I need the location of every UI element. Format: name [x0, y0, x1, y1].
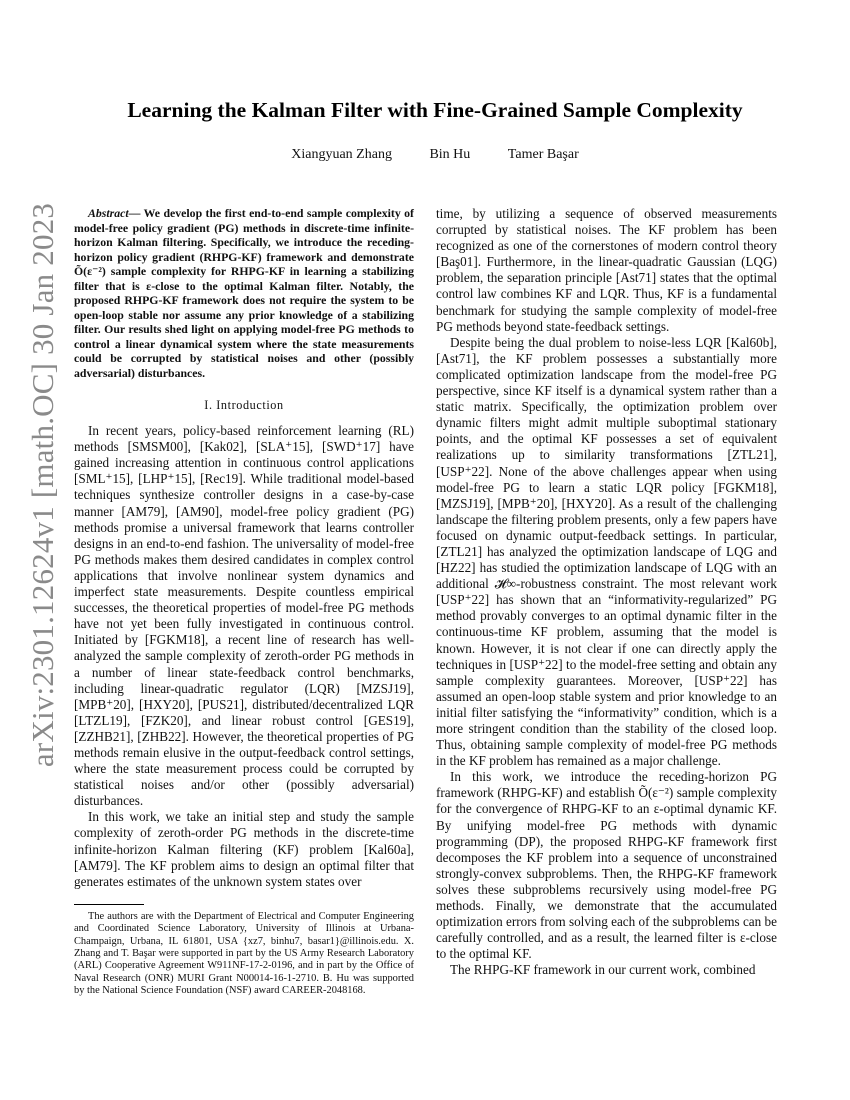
abstract-label: Abstract [88, 206, 129, 220]
abstract-text: We develop the first end-to-end sample complexity of model-free policy gradient (PG) methods in discrete-time infinite-horizon Kalman filtering. Specifically, we introduce the receding-horizon policy gradient (RHPG-KF) framework and demonstrate Õ(ε⁻²) sample complexity for RHPG-KF in learning a stabilizing filter that is ε-close to the optimal Kalman filter. Notably, the proposed RHPG-KF framework does not require the system to be open-loop stable nor assume any prior knowledge of a stabilizing filter. Our results shed light on applying model-free PG methods to control a linear dynamical system where the state measurements could be corrupted by statistical noises and other (possibly adversarial) disturbances. [74, 206, 414, 380]
paper-title: Learning the Kalman Filter with Fine-Grained Sample Complexity [127, 98, 743, 122]
abstract-dash: — [128, 206, 144, 220]
paragraph: In this work, we introduce the receding-horizon PG framework (RHPG-KF) and establish Õ(ε⁻²) sample complexity for the convergence of RHPG-KF to an ε-optimal dynamic KF. By unifying model-free PG methods with dynamic programming (DP), the proposed RHPG-KF framework first decomposes the KF problem into a sequence of unconstrained strongly-convex subproblems. Then, the RHPG-KF framework solves these subproblems recursively using model-free PG methods. Finally, we demonstrate that the accumulated optimization errors from solving each of the subproblems can be carefully controlled, and as a result, the learned filter is ε-close to the optimal KF. [436, 769, 777, 962]
paragraph: Despite being the dual problem to noise-less LQR [Kal60b], [Ast71], the KF problem possesses a substantially more complicated optimization landscape from the model-free PG perspective, since KF itself is a dynamical system rather than a static matrix. Specifically, the optimization problem over dynamic filters might admit multiple suboptimal stationary points, and the optimal KF possesses a set of equivalent realizations up to similarity transformations [ZTL21], [USP⁺22]. None of the above challenges appear when using model-free PG to learn a static LQR policy [FGKM18], [MZSJ19], [MPB⁺20], [HXY20]. As a result of the challenging landscape the filtering problem presents, only a few papers have focused on dynamic output-feedback settings. In particular, [ZTL21] has analyzed the optimization landscape of LQG and [HZ22] has studied the optimization landscape of LQG with an additional 𝓗∞-robustness constraint. The most relevant work [USP⁺22] has shown that an “informativity-regularized” PG method provably converges to an optimal dynamic filter in the continuous-time KF problem, assuming that the model is known. However, it is not clear if one can directly apply the techniques in [USP⁺22] to the model-free setting and obtain any sample complexity guarantees. Moreover, [USP⁺22] has assumed an open-loop stable system and prior knowledge to an initial filter satisfying the “informativity” condition, which is a more stringent condition than the stability of the closed loop. Thus, obtaining sample complexity of model-free PG methods in the KF problem has remained as a major challenge. [436, 334, 777, 769]
arxiv-identifier: arXiv:2301.12624v1 [math.OC] 30 Jan 2023 [25, 202, 60, 768]
author-name: Bin Hu [429, 147, 471, 162]
right-column [436, 206, 777, 979]
paragraph: The RHPG-KF framework in our current work, combined [450, 962, 756, 978]
paragraph: In recent years, policy-based reinforcement learning (RL) methods [SMSM00], [Kak02], [SLA⁺15], [SWD⁺17] have gained increasing attention in continuous control applications [SML⁺15], [LHP⁺15], [Rec19]. While traditional model-based techniques synthesize controller designs in a case-by-case manner [AM79], [AM90], model-free policy gradient (PG) methods promise a universal framework that learns controller designs in an end-to-end fashion. The universality of model-free PG methods makes them desired candidates in complex control applications that involve nonlinear system dynamics and imperfect state measurements. Despite countless empirical successes, the theoretical properties of model-free PG methods have not yet been fully investigated in continuous control. Initiated by [FGKM18], a recent line of research has well-analyzed the sample complexity of zeroth-order PG methods in a number of linear state-feedback control benchmarks, including linear-quadratic regulator (LQR) [MZSJ19], [MPB⁺20], [HXY20], [PUS21], distributed/decentralized LQR [LTZL19], [FZK20], and linear robust control [GES19], [ZZHB21], [ZHB22]. However, the theoretical properties of PG methods remain elusive in the output-feedback control settings, where the state measurement process could be corrupted by statistical noises and/or other (possibly adversarial) disturbances. [74, 423, 414, 809]
paragraph: time, by utilizing a sequence of observed measurements corrupted by statistical noises. The KF problem has been recognized as one of the cornerstones of modern control theory [Baş01]. Furthermore, in the linear-quadratic Gaussian (LQG) problem, the separation principle [Ast71] states that the optimal control law combines KF and LQR. Thus, KF is a fundamental benchmark for studying the sample complexity of model-free PG methods beyond state-feedback settings. [436, 206, 777, 334]
arxiv-sidebar-stamp [18, 202, 68, 768]
paragraph: In this work, we take an initial step and study the sample complexity of zeroth-order PG methods in the discrete-time infinite-horizon Kalman filtering (KF) problem [Kal60a], [AM79]. The KF problem aims to design an optimal filter that generates estimates of the unknown system states over [74, 809, 414, 889]
author-name: Tamer Başar [507, 147, 579, 162]
left-column [74, 206, 414, 998]
footnote: The authors are with the Department of Electrical and Computer Engineering and Coordinated Science Laboratory, University of Illinois at Urbana-Champaign, Urbana, IL 61801, USA {xz7, binhu7, basar1}@illinois.edu. X. Zhang and T. Başar were supported in part by the US Army Research Laboratory (ARL) Cooperative Agreement W911NF-17-2-0196, and in part by the Office of Naval Research (ONR) MURI Grant N00014-16-1-2710. B. Hu was supported by the National Science Foundation (NSF) award CAREER-2048168. [74, 910, 414, 997]
section-heading: I. Introduction [204, 398, 284, 412]
footnote-divider [74, 904, 144, 905]
author-list [80, 147, 790, 163]
author-name: Xiangyuan Zhang [291, 147, 392, 162]
abstract [74, 206, 414, 380]
